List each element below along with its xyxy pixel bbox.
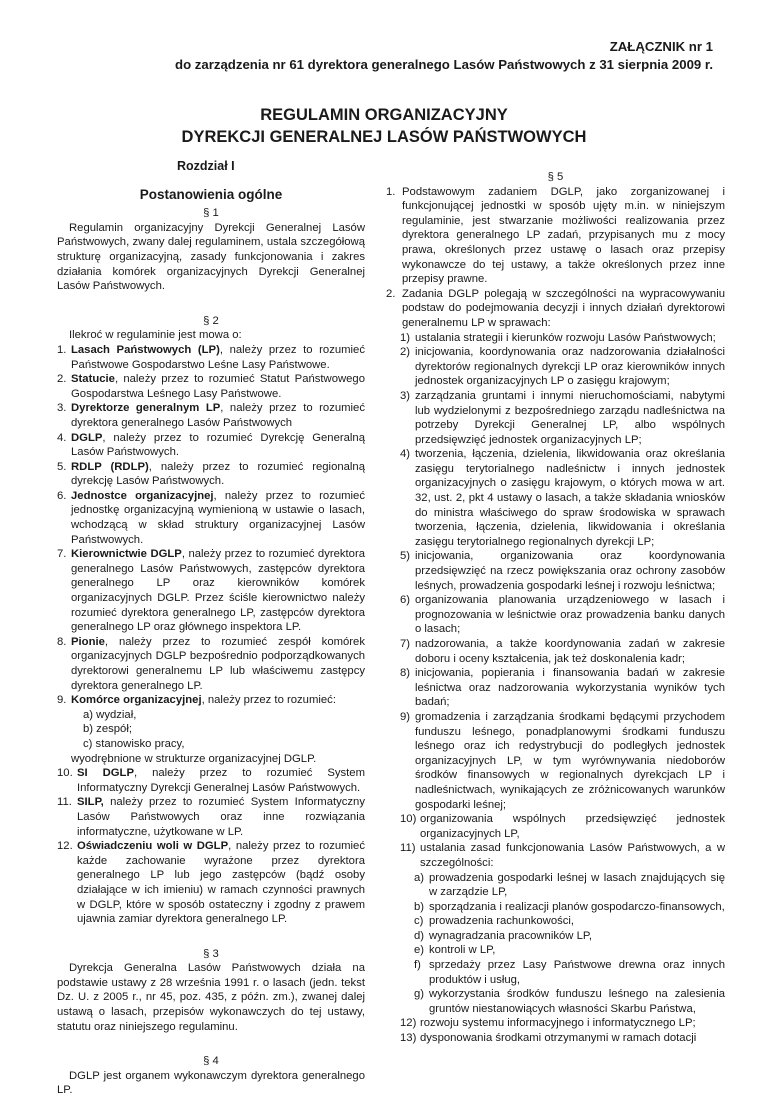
definition-description: , należy przez to rozumieć Statut Państwowego Gospodarstwa Leśnego Lasy Państwowe. [71, 373, 365, 400]
task-item [386, 841, 725, 870]
task-item [386, 871, 725, 900]
definition-number: 10. [57, 767, 73, 780]
task-number: e) [414, 944, 425, 957]
task-text: dysponowania środkami otrzymanymi w ramach dotacji [420, 1032, 697, 1045]
definition-text [71, 401, 365, 430]
definition-item [57, 489, 365, 547]
task-number: b) [414, 900, 425, 913]
task-item [386, 943, 725, 958]
definition-number: 1. [57, 343, 67, 356]
task-number: 1) [400, 331, 411, 344]
task-text: nadzorowania, a także koordynowania zadań w zakresie doboru i oceny kształcenia, jak też doskonalenia kadr; [415, 638, 725, 665]
definition-item [57, 431, 365, 460]
list-item-number: 1. [386, 185, 396, 198]
attachment-header [0, 38, 768, 74]
paragraph-4-text: DGLP jest organem wykonawczym dyrektora generalnego LP. [57, 1069, 365, 1097]
task-text: inicjowania, organizowania oraz koordynowania przedsięwzięć na rzecz powiększania oraz ochrony zasobów leśnych, prowadzenia gospodarki leśnej i rozwoju leśnictwa; [415, 550, 725, 592]
task-number: 4) [400, 448, 411, 461]
left-column [57, 159, 365, 1098]
definition-description: , należy przez to rozumieć zespół komórek organizacyjnych DGLP bezpośrednio podporządkowanych dyrektorowi generalnemu LP lub właściwemu zastępcy dyrektora generalnego LP. [71, 635, 365, 692]
definition-number: 9. [57, 694, 67, 707]
definition-number: 3. [57, 402, 67, 415]
definition-text [71, 547, 365, 635]
task-item [386, 958, 725, 987]
task-item [386, 987, 725, 1016]
task-number: 11) [400, 842, 416, 855]
task-number: 13) [400, 1032, 417, 1045]
task-text: ustalania zasad funkcjonowania Lasów Państwowych, a w szczególności: [420, 842, 725, 869]
task-text: sprzedaży przez Lasy Państwowe drewna oraz innych produktów i usług, [429, 959, 725, 986]
chapter-number: Rozdział I [177, 159, 235, 173]
task-item [386, 345, 725, 389]
task-number: 3) [400, 389, 411, 402]
task-item [386, 1016, 725, 1031]
task-item [386, 637, 725, 666]
task-number: c) [414, 915, 424, 928]
task-item [386, 929, 725, 944]
task-number: 5) [400, 550, 411, 563]
definition-description: , należy przez to rozumieć Dyrekcję Generalną Lasów Państwowych. [71, 431, 365, 459]
task-item [386, 666, 725, 710]
definition-item [57, 766, 365, 795]
list-item-text: Zadania DGLP polegają w szczególności na wypracowywaniu podstaw do podejmowania decyzji i innych działań dyrektorowi generalnemu LP w sprawach: [402, 287, 725, 329]
paragraph-sign-3: § 3 [203, 947, 219, 960]
definition-number: 11. [57, 796, 72, 809]
definition-item [57, 460, 365, 489]
task-text: organizowania wspólnych przedsięwzięć jednostek organizacyjnych LP, [420, 813, 725, 840]
task-number: f) [414, 959, 421, 972]
definition-description: , należy przez to rozumieć regionalną dyrekcję Lasów Państwowych. [71, 460, 365, 488]
definition-subitem: c) stanowisko pracy, [83, 737, 185, 750]
document-title [0, 104, 768, 148]
task-item [386, 914, 725, 929]
attachment-number: ZAŁĄCZNIK nr 1 [609, 39, 713, 54]
task-text: prowadzenia gospodarki leśnej w lasach znajdujących się w zarządzie LP, [429, 871, 725, 899]
definition-subitem: b) zespół; [83, 723, 132, 736]
task-text: wynagradzania pracowników LP, [429, 929, 593, 942]
task-item [386, 593, 725, 637]
task-text: prowadzenia rachunkowości, [429, 915, 575, 928]
definition-subitem: a) wydział, [83, 708, 137, 721]
definition-description: , należy przez to rozumieć jednostkę organizacyjną wymienioną w ustawie o lasach, wchodzącą w skład struktury organizacyjnej Lasów Państwowych. [71, 489, 365, 546]
definition-description: , należy przez to rozumieć: [201, 694, 336, 707]
definition-term: Oświadczeniu woli w DGLP [77, 840, 229, 853]
task-item [386, 710, 725, 812]
definition-term: Pionie [71, 635, 105, 648]
definition-item [57, 693, 365, 708]
definition-number: 8. [57, 635, 67, 648]
task-text: kontroli w LP, [429, 944, 496, 957]
definition-item [57, 839, 365, 927]
definition-item [57, 635, 365, 693]
definition-text [77, 766, 365, 795]
right-column [386, 170, 725, 1046]
definition-text [77, 839, 365, 927]
definition-text [71, 431, 365, 460]
definition-subitem-tail: wyodrębnione w strukturze organizacyjnej DGLP. [71, 752, 317, 765]
definition-number: 2. [57, 373, 67, 386]
tasks-list [386, 331, 725, 1046]
task-number: 9) [400, 710, 411, 723]
definition-text [71, 460, 365, 489]
task-number: d) [414, 929, 425, 942]
paragraph-sign-5: § 5 [547, 171, 564, 183]
definition-text [71, 693, 365, 708]
definition-item [57, 795, 365, 839]
task-text: wykorzystania środków funduszu leśnego na zalesienia gruntów niestanowiących własności Skarbu Państwa, [429, 988, 725, 1015]
task-text: rozwoju systemu informacyjnego i informatycznego LP; [420, 1017, 696, 1030]
paragraph-3-text: Dyrekcja Generalna Lasów Państwowych działa na podstawie ustawy z 28 września 1991 r. o lasach (jedn. tekst Dz. U. z 2005 r., nr 45, poz. 435, z późn. zm.), zwanej dalej ustawą o lasach, przepisów wykonawczych do tej ustawy, statutu oraz niniejszego regulaminu. [57, 962, 365, 1033]
definition-number: 7. [57, 548, 67, 561]
paragraph-sign-1: § 1 [203, 207, 219, 220]
definition-text [71, 489, 365, 547]
paragraph-2-intro: Ilekroć w regulaminie jest mowa o: [69, 329, 242, 342]
attachment-reference: do zarządzenia nr 61 dyrektora generalnego Lasów Państwowych z 31 sierpnia 2009 r. [175, 57, 713, 72]
task-text: organizowania planowania urządzeniowego w lasach i prognozowania w leśnictwie oraz prowadzenia banku danych o lasach; [415, 594, 725, 636]
task-number: 12) [400, 1017, 417, 1030]
task-item [386, 331, 725, 346]
definition-term: DGLP [71, 431, 103, 444]
list-item [386, 287, 725, 331]
task-text: ustalania strategii i kierunków rozwoju Lasów Państwowych; [415, 331, 716, 344]
task-number: 7) [400, 638, 411, 650]
definition-item [57, 372, 365, 401]
task-item [386, 812, 725, 841]
definition-description: , należy przez to rozumieć każde zachowanie wyrażone przez dyrektora generalnego LP lub jego zastępców (bądź osoby działające w ich imieniu) w ramach czynności prawnych w DGLP, które w sposób ostateczny i zgodny z prawem ujawnia zamiar dyrektora generalnego LP. [77, 840, 365, 926]
definition-item [57, 401, 365, 430]
definition-number: 6. [57, 489, 67, 502]
definition-text [77, 795, 365, 839]
document-title-line-1: REGULAMIN ORGANIZACYJNY [260, 106, 508, 124]
definition-term: Kierownictwie DGLP [71, 548, 182, 561]
task-text: gromadzenia i zarządzania środkami będącymi przychodem funduszu leśnego, ponadplanowymi środkami funduszu leśnego oraz ich redystrybucji do podległych jednostek organizacyjnych LP, w tym wyrównywania niedoborów środków finansowych w regionalnych dyrekcjach LP i nadleśnictwach, wynikających ze zróżnicowanych warunków gospodarki leśnej; [415, 710, 725, 811]
definition-number: 5. [57, 460, 67, 473]
task-text: inicjowania, koordynowania oraz nadzorowania działalności dyrektorów regionalnych dyrekcji LP oraz kierowników innych jednostek organizacyjnych LP o zasięgu krajowym; [415, 346, 725, 388]
definition-description: , należy przez to rozumieć dyrektora generalnego Lasów Państwowych [71, 402, 365, 429]
definition-number: 4. [57, 431, 67, 444]
task-item [386, 447, 725, 549]
task-text: tworzenia, łączenia, dzielenia, likwidowania oraz określania zasięgu terytorialnego nadleśnictw i innych jednostek organizacyjnych o zasięgu krajowym, o których mowa w art. 32, ust. 2, pkt 4 ustawy o lasach, a także składania wniosków do ministra właściwego do spraw środowiska w sprawach tworzenia, łączenia, dzielenia, likwidowania i określania zasięgu terytorialnego regionalnych dyrekcji LP; [415, 448, 725, 548]
task-text: inicjowania, popierania i finansowania badań w zakresie leśnictwa oraz nadzorowania wykorzystania wyników tych badań; [415, 667, 725, 709]
definition-description: należy przez to rozumieć System Informatyczny Lasów Państwowych oraz inne rozwiązania informatyczne, użytkowane w LP. [77, 796, 365, 838]
chapter-title: Postanowienia ogólne [139, 186, 283, 202]
definition-term: SI DGLP [77, 767, 134, 780]
paragraph-sign-2: § 2 [203, 314, 219, 327]
definition-term: Statucie [71, 373, 115, 386]
task-item [386, 1031, 725, 1046]
task-number: 2) [400, 346, 411, 359]
task-number: a) [414, 871, 425, 884]
task-item [386, 549, 725, 593]
definition-term: RDLP (RDLP) [71, 460, 149, 473]
definition-item [57, 343, 365, 372]
definition-description: , należy przez to rozumieć dyrektora generalnego Lasów Państwowych, zastępców dyrektora generalnego LP oraz kierowników komórek organizacyjnych DGLP. Przez ściśle kierownictwo należy rozumieć dyrektora generalnego LP, zastępców dyrektora generalnego LP oraz głównego inspektora LP. [71, 548, 365, 634]
definition-number: 12. [57, 840, 73, 853]
definition-term: Lasach Państwowych (LP) [71, 343, 220, 356]
list-item-text: Podstawowym zadaniem DGLP, jako zorganizowanej i funkcjonującej jednostki w sposób ujęty m.in. w niniejszym regulaminie, jest stwarzanie możliwości realizowania przez dyrektora generalnego LP zadań, przypisanych mu z mocy prawa, określonych przez ustawę o lasach oraz przepisy wykonawcze do tej ustawy, a także określonych przez inne przepisy prawne. [402, 185, 725, 286]
task-text: zarządzania gruntami i innymi nieruchomościami, nabytymi lub wydzielonymi z bezpośredniego zarządu nadleśnictwa na potrzeby Dyrekcji Generalnej LP, albo wspólnych przedsięwzięć jednostek organizacyjnych LP; [415, 389, 725, 446]
task-item [386, 389, 725, 447]
definition-item [57, 547, 365, 635]
list-item [386, 185, 725, 287]
task-text: sporządzania i realizacji planów gospodarczo-finansowych, [429, 900, 725, 913]
definition-term: SILP, [77, 796, 104, 809]
definition-description: , należy przez to rozumieć System Informatyczny Dyrekcji Generalnej Lasów Państwowych. [77, 767, 365, 794]
list-item-number: 2. [386, 287, 396, 300]
definition-text [71, 635, 365, 693]
paragraph-sign-4: § 4 [203, 1055, 219, 1068]
task-number: 8) [400, 667, 411, 680]
task-number: 10) [400, 813, 417, 826]
definition-text [71, 372, 365, 401]
definitions-list [57, 343, 365, 927]
definition-term: Dyrektorze generalnym LP [71, 402, 221, 415]
document-title-line-2: DYREKCJI GENERALNEJ LASÓW PAŃSTWOWYCH [181, 128, 587, 146]
definition-text [71, 343, 365, 372]
definition-description: , należy przez to rozumieć Państwowe Gospodarstwo Leśne Lasy Państwowe. [71, 343, 365, 371]
paragraph-1-text: Regulamin organizacyjny Dyrekcji Generalnej Lasów Państwowych, zwany dalej regulaminem, ustala szczegółową strukturę organizacyjną, zasady funkcjonowania i zakres działania komórek organizacyjnych Dyrekcji Generalnej Lasów Państwowych. [57, 221, 365, 293]
definition-term: Jednostce organizacyjnej [71, 489, 214, 502]
task-number: 6) [400, 594, 411, 607]
task-item [386, 900, 725, 915]
definition-term: Komórce organizacyjnej [71, 694, 202, 707]
task-number: g) [414, 988, 425, 1001]
